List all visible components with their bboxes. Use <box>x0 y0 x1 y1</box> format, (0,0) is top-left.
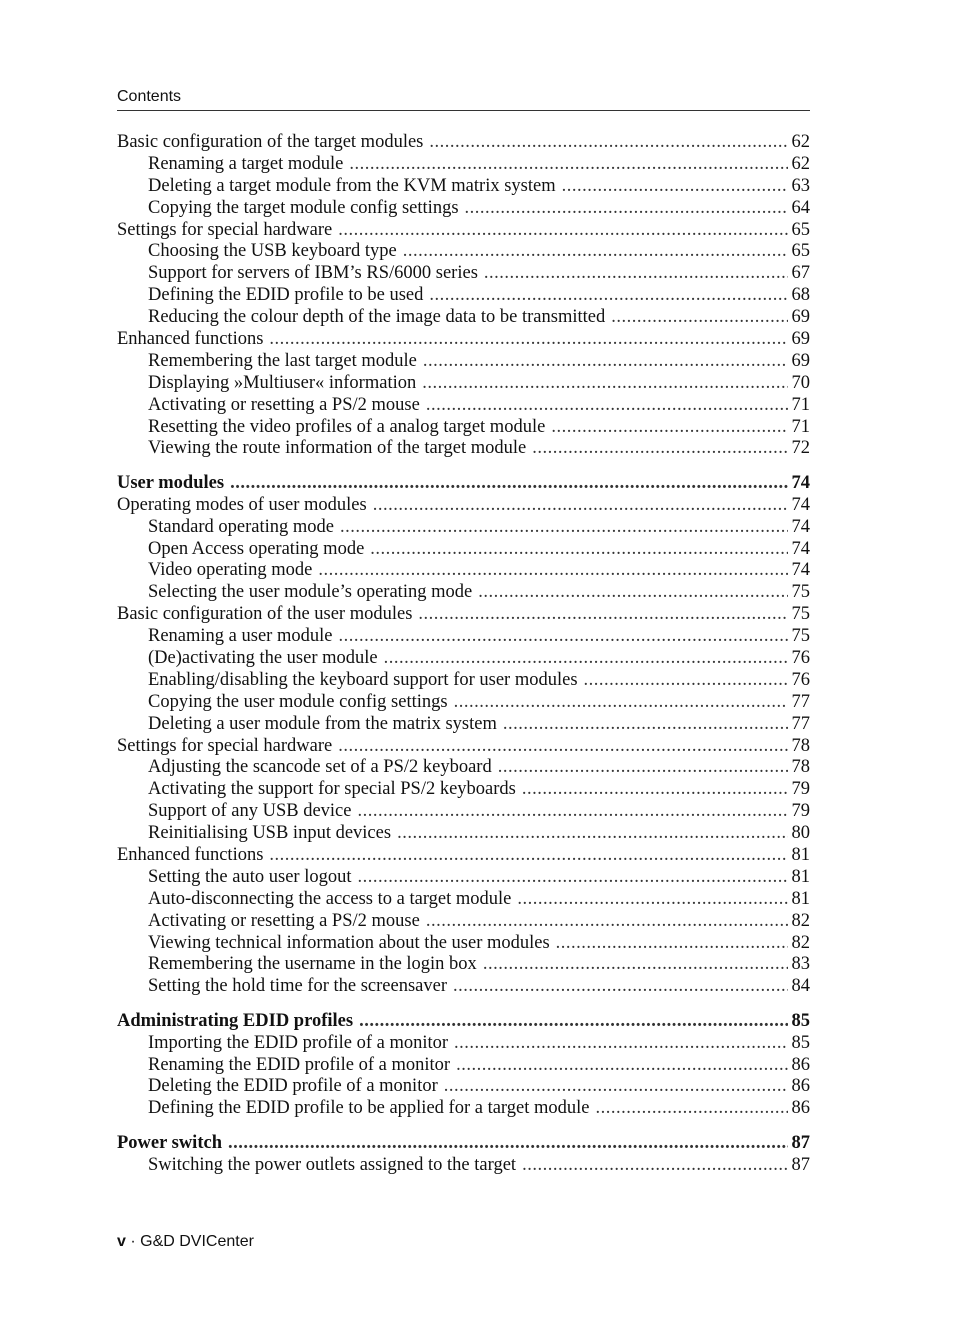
toc-dot-leader <box>465 198 788 220</box>
toc-entry-title: Deleting a user module from the matrix system <box>148 713 497 734</box>
toc-page-number: 74 <box>791 472 810 493</box>
toc-subsection[interactable] <box>117 154 810 176</box>
toc-subsection[interactable] <box>117 976 810 998</box>
toc-dot-leader <box>429 285 787 307</box>
toc-dot-leader <box>522 1155 787 1177</box>
toc-dot-leader <box>269 845 787 867</box>
toc-page-number: 67 <box>791 263 810 284</box>
toc-subsection[interactable] <box>117 954 810 976</box>
toc-subsection[interactable] <box>117 911 810 933</box>
toc-section[interactable] <box>117 329 810 351</box>
toc-page-number: 72 <box>791 438 810 459</box>
toc-page-number: 85 <box>791 1010 810 1031</box>
toc-dot-leader <box>418 604 787 626</box>
toc-entry-title: Renaming a target module <box>148 153 344 174</box>
toc-entry-title: Resetting the video profiles of a analog target module <box>148 416 546 437</box>
toc-dot-leader <box>498 757 788 779</box>
toc-subsection[interactable] <box>117 867 810 889</box>
toc-dot-leader <box>370 539 787 561</box>
toc-entry-title: Viewing the route information of the target module <box>148 438 527 459</box>
toc-entry-title: Activating the support for special PS/2 keyboards <box>148 779 516 800</box>
toc-dot-leader <box>584 670 788 692</box>
toc-subsection[interactable] <box>117 626 810 648</box>
toc-entry-title: Enabling/disabling the keyboard support for user modules <box>148 669 578 690</box>
toc-subsection[interactable] <box>117 307 810 329</box>
toc-page-number: 82 <box>791 932 810 953</box>
toc-page-number: 77 <box>791 713 810 734</box>
toc-chapter[interactable] <box>117 473 810 495</box>
toc-subsection[interactable] <box>117 801 810 823</box>
toc-page-number: 68 <box>791 285 810 306</box>
toc-dot-leader <box>453 976 788 998</box>
toc-page-number: 86 <box>791 1054 810 1075</box>
toc-subsection[interactable] <box>117 417 810 439</box>
toc-page-number: 65 <box>791 219 810 240</box>
toc-section[interactable] <box>117 604 810 626</box>
toc-dot-leader <box>422 373 787 395</box>
toc-page-number: 86 <box>791 1076 810 1097</box>
toc-entry-title: Auto-disconnecting the access to a target module <box>148 888 512 909</box>
toc-subsection[interactable] <box>117 285 810 307</box>
toc-dot-leader <box>454 692 788 714</box>
toc-subsection[interactable] <box>117 648 810 670</box>
toc-entry-title: Copying the target module config settings <box>148 197 459 218</box>
toc-page-number: 77 <box>791 691 810 712</box>
toc-dot-leader <box>532 438 787 460</box>
toc-chapter[interactable] <box>117 1133 810 1155</box>
toc-entry-title: Reinitialising USB input devices <box>148 823 392 844</box>
toc-dot-leader <box>340 517 788 539</box>
page-header <box>117 88 810 111</box>
toc-subsection[interactable] <box>117 582 810 604</box>
toc-page-number: 71 <box>791 416 810 437</box>
toc-entry-title: Activating or resetting a PS/2 mouse <box>148 910 420 931</box>
table-of-contents <box>117 132 810 1176</box>
toc-entry-title: Activating or resetting a PS/2 mouse <box>148 394 420 415</box>
toc-entry-title: Reducing the colour depth of the image data to be transmitted <box>148 307 606 328</box>
page-header-title: Contents <box>117 88 182 105</box>
toc-dot-leader <box>338 220 787 242</box>
toc-subsection[interactable] <box>117 670 810 692</box>
toc-entry-title: Renaming a user module <box>148 626 333 647</box>
page-footer <box>117 1233 254 1251</box>
toc-dot-leader <box>429 132 787 154</box>
toc-dot-leader <box>426 395 788 417</box>
toc-dot-leader <box>503 714 788 736</box>
toc-dot-leader <box>318 560 787 582</box>
toc-subsection[interactable] <box>117 539 810 561</box>
toc-entry-title: Choosing the USB keyboard type <box>148 241 397 262</box>
toc-section[interactable] <box>117 220 810 242</box>
toc-subsection[interactable] <box>117 560 810 582</box>
toc-subsection[interactable] <box>117 714 810 736</box>
toc-entry-title: Settings for special hardware <box>117 219 333 240</box>
toc-page-number: 81 <box>791 866 810 887</box>
toc-page-number: 63 <box>791 175 810 196</box>
toc-entry-title: Renaming the EDID profile of a monitor <box>148 1054 451 1075</box>
toc-entry-title: Setting the auto user logout <box>148 866 352 887</box>
toc-entry-title: Standard operating mode <box>148 516 334 537</box>
toc-subsection[interactable] <box>117 373 810 395</box>
toc-subsection[interactable] <box>117 1055 810 1077</box>
toc-entry-title: Remembering the last target module <box>148 350 417 371</box>
toc-entry-title: Displaying »Multiuser« information <box>148 372 417 393</box>
toc-page-number: 69 <box>791 350 810 371</box>
toc-dot-leader <box>397 823 787 845</box>
toc-entry-title: Remembering the username in the login box <box>148 954 477 975</box>
toc-entry-title: (De)activating the user module <box>148 647 378 668</box>
toc-dot-leader <box>338 626 787 648</box>
toc-entry-title: Switching the power outlets assigned to the target <box>148 1154 517 1175</box>
toc-entry-title: Defining the EDID profile to be used <box>148 285 424 306</box>
toc-page-number: 64 <box>791 197 810 218</box>
toc-entry-title: Support of any USB device <box>148 801 352 822</box>
toc-entry-title: Enhanced functions <box>117 845 264 865</box>
toc-page-number: 85 <box>791 1032 810 1053</box>
toc-page-number: 74 <box>791 560 810 581</box>
toc-page-number: 80 <box>791 823 810 844</box>
toc-entry-title: Viewing technical information about the user modules <box>148 932 550 953</box>
toc-section[interactable] <box>117 845 810 867</box>
toc-subsection[interactable] <box>117 933 810 955</box>
toc-subsection[interactable] <box>117 517 810 539</box>
toc-section[interactable] <box>117 132 810 154</box>
toc-page-number: 76 <box>791 647 810 668</box>
toc-page-number: 74 <box>791 538 810 559</box>
toc-subsection[interactable] <box>117 263 810 285</box>
toc-dot-leader <box>611 307 787 329</box>
toc-dot-leader <box>373 495 788 517</box>
toc-page-number: 69 <box>791 329 810 350</box>
toc-section[interactable] <box>117 495 810 517</box>
toc-dot-leader <box>456 1055 787 1077</box>
toc-entry-title: Importing the EDID profile of a monitor <box>148 1032 449 1053</box>
toc-dot-leader <box>230 473 787 495</box>
toc-entry-title: Enhanced functions <box>117 329 264 350</box>
toc-entry-title: Copying the user module config settings <box>148 691 448 712</box>
toc-page-number: 81 <box>791 888 810 909</box>
toc-subsection[interactable] <box>117 1098 810 1120</box>
toc-dot-leader <box>403 241 788 263</box>
toc-dot-leader <box>359 1011 787 1033</box>
toc-dot-leader <box>484 263 788 285</box>
toc-subsection[interactable] <box>117 1076 810 1098</box>
toc-dot-leader <box>595 1098 787 1120</box>
toc-entry-title: Basic configuration of the user modules <box>117 604 413 625</box>
toc-dot-leader <box>357 801 787 823</box>
toc-page-number: 65 <box>791 241 810 262</box>
toc-entry-title: Support for servers of IBM’s RS/6000 series <box>148 263 478 284</box>
toc-dot-leader <box>556 933 788 955</box>
toc-dot-leader <box>338 736 787 758</box>
toc-subsection[interactable] <box>117 1155 810 1177</box>
toc-page-number: 83 <box>791 954 810 975</box>
toc-entry-title: Selecting the user module’s operating mode <box>148 582 473 603</box>
toc-entry-title: Video operating mode <box>148 560 313 581</box>
toc-page-number: 86 <box>791 1098 810 1119</box>
toc-page-number: 84 <box>791 976 810 997</box>
toc-dot-leader <box>517 889 787 911</box>
toc-page-number: 78 <box>791 735 810 756</box>
toc-dot-leader <box>478 582 787 604</box>
toc-subsection[interactable] <box>117 889 810 911</box>
toc-subsection[interactable] <box>117 757 810 779</box>
footer-product-name: G&D DVICenter <box>140 1233 254 1250</box>
toc-dot-leader <box>357 867 787 889</box>
toc-chapter[interactable] <box>117 1011 810 1033</box>
toc-page-number: 75 <box>791 626 810 647</box>
toc-subsection[interactable] <box>117 823 810 845</box>
toc-subsection[interactable] <box>117 395 810 417</box>
toc-page-number: 81 <box>791 845 810 865</box>
toc-page-number: 75 <box>791 604 810 625</box>
toc-page-number: 69 <box>791 307 810 328</box>
toc-dot-leader <box>562 176 788 198</box>
toc-subsection[interactable] <box>117 176 810 198</box>
toc-entry-title: Basic configuration of the target modules <box>117 132 424 152</box>
toc-dot-leader <box>384 648 788 670</box>
toc-subsection[interactable] <box>117 198 810 220</box>
toc-entry-title: Open Access operating mode <box>148 538 365 559</box>
toc-entry-title: Defining the EDID profile to be applied for a target module <box>148 1098 590 1119</box>
toc-entry-title: Deleting a target module from the KVM matrix system <box>148 175 556 196</box>
toc-entry-title: Setting the hold time for the screensaver <box>148 976 447 997</box>
toc-page-number: 70 <box>791 372 810 393</box>
toc-page-number: 62 <box>791 153 810 174</box>
toc-page-number: 71 <box>791 394 810 415</box>
footer-separator: · <box>125 1233 141 1250</box>
toc-subsection[interactable] <box>117 351 810 373</box>
toc-subsection[interactable] <box>117 438 810 460</box>
toc-dot-leader <box>454 1033 787 1055</box>
toc-entry-title: Settings for special hardware <box>117 735 333 756</box>
toc-dot-leader <box>269 329 787 351</box>
toc-subsection[interactable] <box>117 1033 810 1055</box>
toc-dot-leader <box>228 1133 788 1155</box>
toc-page-number: 74 <box>791 494 810 515</box>
toc-page-number: 79 <box>791 801 810 822</box>
toc-page-number: 75 <box>791 582 810 603</box>
toc-dot-leader <box>349 154 787 176</box>
toc-subsection[interactable] <box>117 779 810 801</box>
toc-entry-title: Adjusting the scancode set of a PS/2 keyboard <box>148 757 492 778</box>
toc-page-number: 62 <box>791 132 810 152</box>
toc-dot-leader <box>551 417 787 439</box>
toc-entry-title: Power switch <box>117 1132 222 1153</box>
toc-page-number: 79 <box>791 779 810 800</box>
toc-section[interactable] <box>117 736 810 758</box>
toc-page-number: 87 <box>791 1132 810 1153</box>
toc-page-number: 82 <box>791 910 810 931</box>
toc-dot-leader <box>483 954 788 976</box>
toc-page-number: 87 <box>791 1154 810 1175</box>
toc-subsection[interactable] <box>117 241 810 263</box>
toc-entry-title: Deleting the EDID profile of a monitor <box>148 1076 438 1097</box>
footer-page-numeral: v <box>117 1233 126 1250</box>
toc-subsection[interactable] <box>117 692 810 714</box>
toc-entry-title: Administrating EDID profiles <box>117 1010 354 1031</box>
toc-entry-title: User modules <box>117 472 225 493</box>
toc-dot-leader <box>522 779 788 801</box>
toc-page-number: 74 <box>791 516 810 537</box>
toc-dot-leader <box>423 351 788 373</box>
toc-entry-title: Operating modes of user modules <box>117 494 367 515</box>
toc-dot-leader <box>444 1076 788 1098</box>
toc-page-number: 76 <box>791 669 810 690</box>
toc-dot-leader <box>426 911 788 933</box>
toc-page-number: 78 <box>791 757 810 778</box>
